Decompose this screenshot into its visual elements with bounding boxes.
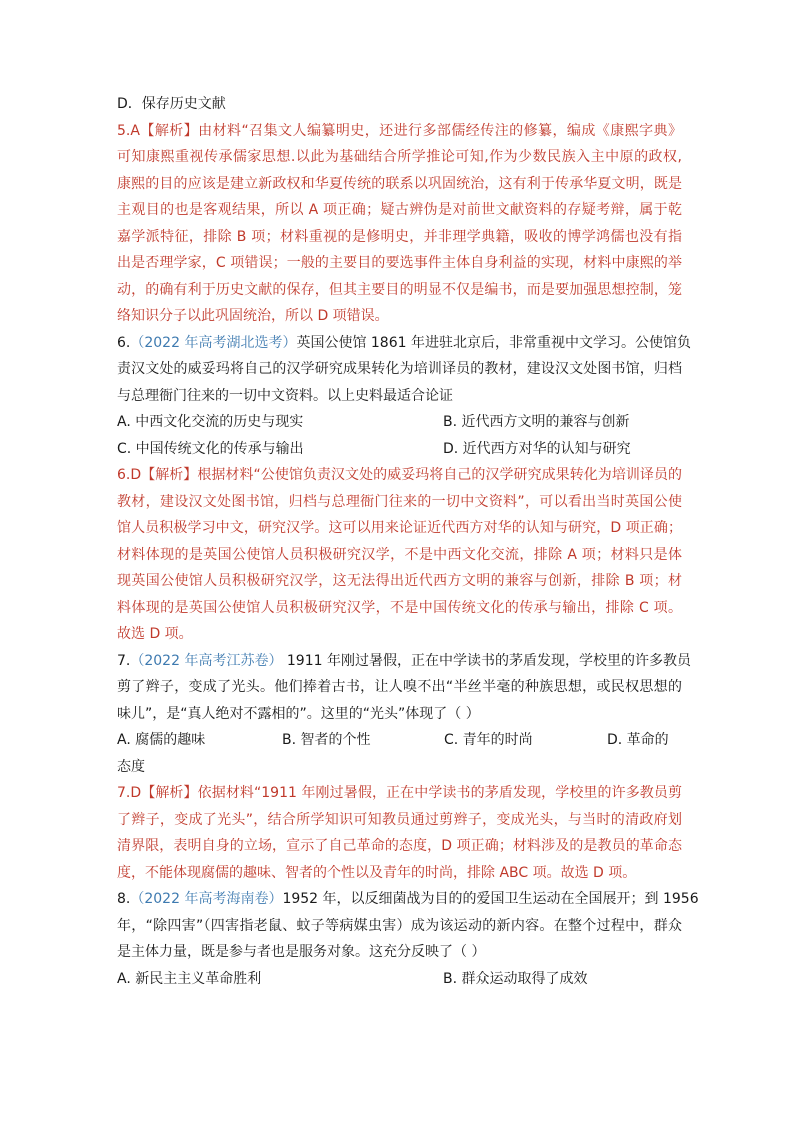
question-source: （2022 年高考海南卷） (130, 891, 283, 907)
answer-line: 故选 D 项。 (117, 626, 193, 642)
question-number: 8. (117, 891, 131, 907)
document-body (117, 91, 699, 992)
answer-line: 现英国公使馆人员积极研究汉学，这无法得出近代西方文明的兼容与创新，排除 B 项；材 (117, 573, 682, 589)
question-stem-line: 责汉文处的威妥玛将自己的汉学研究成果转化为培训译员的教材，建设汉文处图书馆，归档 (117, 361, 682, 377)
options-row (117, 966, 682, 993)
q4-option-d: D．保存历史文献 (117, 96, 226, 112)
question-number: 6. (117, 334, 131, 351)
question-stem-line: 味儿”，是“真人绝对不露相的”。这里的“光头”体现了（ ） (117, 705, 480, 722)
option-b[interactable]: B. 智者的个性 (282, 732, 371, 748)
question-stem-text: 1911 年刚过暑假，正在中学读书的茅盾发现，学校里的许多教员 (282, 652, 691, 669)
option-b[interactable]: B. 近代西方文明的兼容与创新 (443, 414, 630, 430)
question-source: （2022 年高考湖北选考） (130, 334, 297, 351)
option-a[interactable]: A. 中西文化交流的历史与现实 (117, 414, 304, 430)
option-d[interactable]: D. 近代西方对华的认知与研究 (443, 440, 631, 457)
question-stem-line: 是主体力量，既是参与者也是服务对象。这充分反映了（ ） (117, 944, 486, 960)
question-stem-text: 1952 年，以反细菌战为目的的爱国卫生运动在全国展开；到 1956 (282, 891, 699, 907)
answer-line: 清界限，表明自身的立场，宣示了自己革命的态度，D 项正确；材料涉及的是教员的革命态 (117, 838, 682, 854)
answer-7 (117, 780, 682, 886)
question-stem-text: 英国公使馆 1861 年进驻北京后，非常重视中文学习。公使馆负 (296, 334, 691, 351)
answer-line: 教材，建设汉文处图书馆，归档与总理衙门往来的一切中文资料”，可以看出当时英国公使 (117, 493, 682, 510)
question-number: 7. (117, 652, 131, 669)
option-d[interactable]: D. 革命的 (607, 732, 669, 748)
answer-line: 康熙的目的应该是建立新政权和华夏传统的联系以巩固统治，这有利于传承华夏文明，既是 (117, 175, 682, 192)
options-row (117, 409, 682, 436)
answer-line: 主观目的也是客观结果，所以 A 项正确；疑古辨伪是对前世文献资料的存疑考辩，属于乾 (117, 202, 682, 218)
answer-line: 材料体现的是英国公使馆人员积极研究汉学，不是中西文化交流，排除 A 项；材料只是体 (117, 546, 682, 563)
answer-line: 出是否理学家，C 项错误；一般的主要目的要选事件主体自身利益的实现，材料中康熙的举 (117, 255, 682, 271)
answer-line: 6.D【解析】根据材料“公使馆负责汉文处的威妥玛将自己的汉学研究成果转化为培训译员的 (117, 467, 682, 483)
answer-6 (117, 462, 682, 648)
answer-line: 度，不能体现腐儒的趣味、智者的个性以及青年的时尚，排除 ABC 项。故选 D 项。 (117, 864, 637, 881)
answer-line: 动，的确有利于历史文献的保存，但其主要目的明显不仅是编书，而是要加强思想控制，笼 (117, 281, 682, 298)
answer-line: 了辫子，变成了光头”，结合所学知识可知教员通过剪辫子，变成光头，与当时的清政府划 (117, 811, 682, 828)
answer-line: 7.D【解析】依据材料“1911 年刚过暑假，正在中学读书的茅盾发现，学校里的许多教员剪 (117, 785, 682, 801)
question-6 (117, 330, 691, 463)
option-c[interactable]: C. 中国传统文化的传承与输出 (117, 440, 304, 457)
option-b[interactable]: B. 群众运动取得了成效 (443, 970, 588, 987)
options-row (117, 727, 682, 754)
question-stem-line: 剪了辫子，变成了光头。他们捧着古书，让人嗅不出“半丝半毫的种族思想，或民权思想的 (117, 679, 682, 695)
question-stem-line (117, 330, 691, 357)
question-source: （2022 年高考江苏卷） (130, 652, 283, 669)
option-c[interactable]: C. 青年的时尚 (444, 732, 533, 748)
option-a[interactable]: A. 腐儒的趣味 (117, 732, 206, 748)
answer-line: 5.A【解析】由材料“召集文人编纂明史，还进行多部儒经传注的修纂，编成《康熙字典》 (117, 122, 682, 139)
question-stem-line (117, 648, 691, 675)
question-8 (117, 886, 699, 992)
option-a[interactable]: A. 新民主主义革命胜利 (117, 970, 262, 987)
question-stem-line: 与总理衙门往来的一切中文资料。以上史料最适合论证 (117, 387, 453, 404)
question-stem-line: 年，“除四害”（四害指老鼠、蚊子等病媒虫害）成为该运动的新内容。在整个过程中，群众 (117, 917, 682, 934)
answer-5 (117, 118, 682, 330)
option-d-continuation: 态度 (117, 758, 145, 775)
answer-line: 络知识分子以此巩固统治，所以 D 项错误。 (117, 308, 389, 324)
answer-line: 可知康熙重视传承儒家思想.以此为基础结合所学推论可知,作为少数民族入主中原的政权, (117, 149, 682, 165)
answer-line: 嘉学派特征，排除 B 项；材料重视的是修明史，并非理学典籍，吸收的博学鸿儒也没有指 (117, 228, 682, 245)
answer-line: 馆人员积极学习中文，研究汉学。这可以用来论证近代西方对华的认知与研究，D 项正确； (117, 520, 682, 536)
answer-line: 料体现的是英国公使馆人员积极研究汉学，不是中国传统文化的传承与输出，排除 C 项。 (117, 599, 682, 616)
question-stem-line (117, 886, 699, 913)
question-7 (117, 648, 691, 781)
options-row (117, 436, 682, 463)
